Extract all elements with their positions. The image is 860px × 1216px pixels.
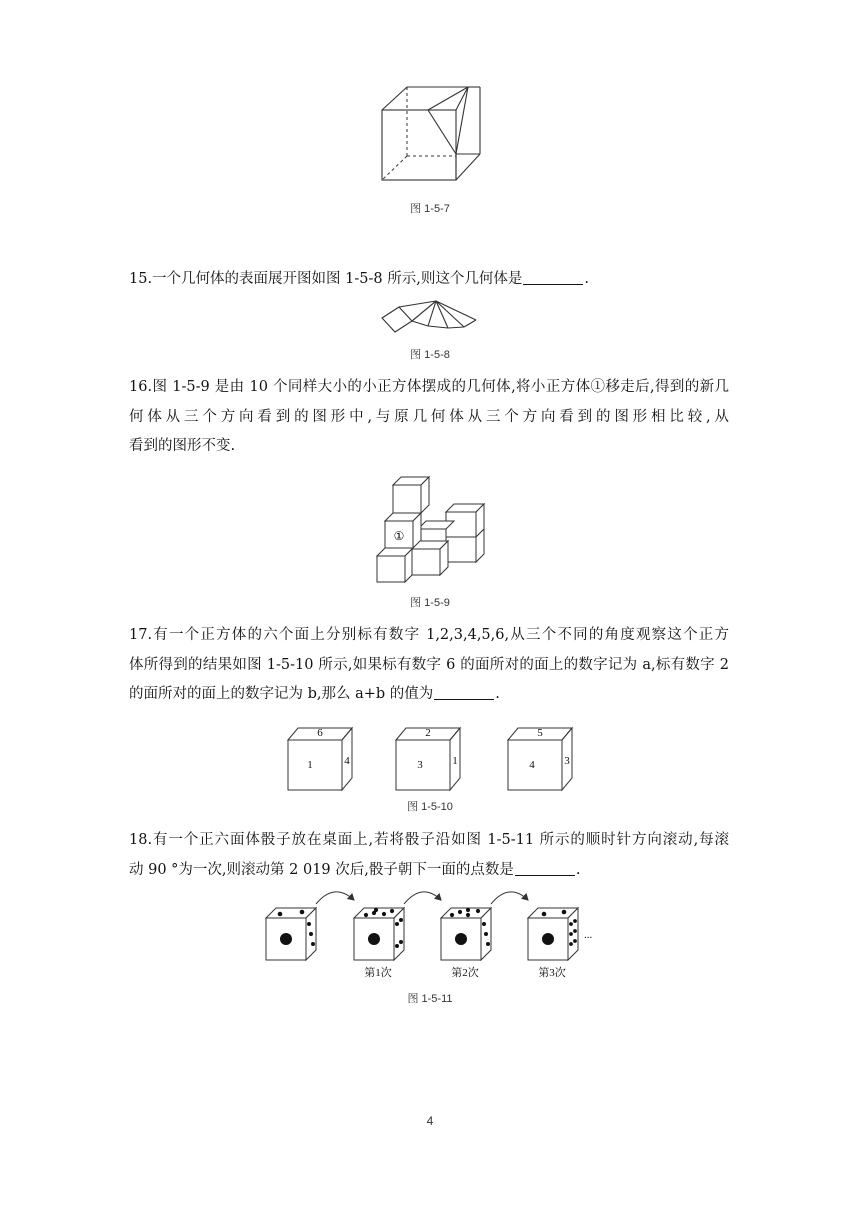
cube-top-number: 5	[537, 727, 543, 739]
cube-side-number: 3	[564, 755, 570, 767]
figure-1-5-9	[368, 474, 492, 586]
die-roll-1	[354, 908, 404, 960]
figure-caption: 图 1-5-8	[410, 349, 450, 361]
figure-caption: 图 1-5-9	[410, 597, 450, 609]
figure-caption: 图 1-5-7	[410, 203, 450, 215]
cube-top-number: 2	[425, 727, 431, 739]
roll-label: 第1次	[364, 967, 392, 979]
question-18: 18.有一个正六面体骰子放在桌面上,若将骰子沿如图 1-5-11 所示的顺时针方向滚动,每滚 动 90 °为一次,则滚动第 2 019 次后,骰子朝下一面的点数是 .	[129, 832, 729, 878]
question-17: 17.有一个正方体的六个面上分别标有数字 1,2,3,4,5,6,从三个不同的角度观察这个正方 体所得到的结果如图 1-5-10 所示,如果标有数字 6 的面所对的面上的数字记为 a,标有数字 2 的面所对的面上的数字记为 b,那么 a+b 的值为 .	[129, 627, 729, 702]
figure-1-5-7	[370, 82, 500, 187]
ellipsis: ...	[584, 929, 593, 941]
cube-front-number: 1	[307, 759, 313, 771]
answer-blank[interactable]	[434, 685, 494, 700]
figure-caption: 图 1-5-11	[407, 993, 453, 1005]
die-start	[266, 908, 316, 960]
cube-top-number: 6	[317, 727, 323, 739]
cube-front-number: 4	[529, 759, 535, 771]
cube-label: ①	[393, 529, 405, 543]
question-16: 16.图 1-5-9 是由 10 个同样大小的小正方体摆成的几何体,将小正方体①移走后,得到的新几 何体从三个方向看到的图形中,与原几何体从三个方向看到的图形相比较,从 看到的图形不变.	[129, 379, 729, 454]
figure-1-5-8	[378, 296, 483, 338]
cube-front-number: 3	[417, 759, 423, 771]
figure-caption: 图 1-5-10	[407, 801, 453, 813]
die-roll-2	[441, 908, 491, 960]
cube-side-number: 1	[452, 755, 458, 767]
figure-1-5-10	[280, 722, 580, 794]
figure-1-5-11	[262, 886, 602, 982]
answer-blank[interactable]	[515, 861, 575, 876]
question-15: 15.一个几何体的表面展开图如图 1-5-8 所示,则这个几何体是 .	[129, 271, 589, 287]
question-text: 15.一个几何体的表面展开图如图 1-5-8 所示,则这个几何体是	[129, 271, 523, 287]
answer-blank[interactable]	[523, 270, 583, 285]
roll-label: 第3次	[538, 967, 566, 979]
roll-label: 第2次	[451, 967, 479, 979]
page-number: 4	[426, 1114, 434, 1128]
cube-side-number: 4	[344, 755, 350, 767]
